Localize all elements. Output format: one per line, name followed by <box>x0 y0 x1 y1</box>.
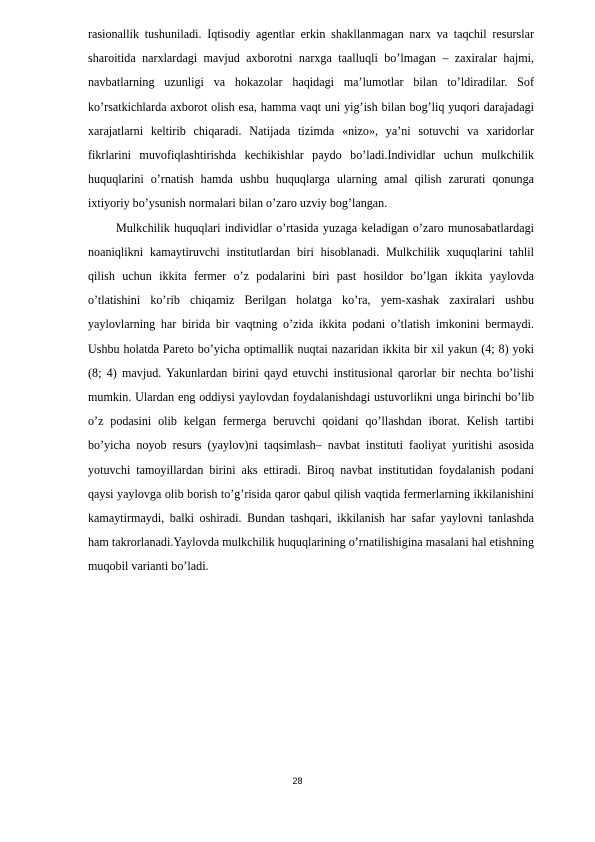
paragraph-2: Mulkchilik huquqlari individlar o’rtasida yuzaga keladigan o’zaro munosabatlardagi noaniqlikni kamaytiruvchi institutlardan biri hisoblanadi. Mulkchilik xuquqlarini tahlil qilish uchun ikkita fermer o’z podalarini biri past hosildor bo’lgan ikkita yaylovda o’tlatishini ko’rib chiqamiz Berilgan holatga ko’ra, yem-xashak zaxiralari ushbu yaylovlarning har birida bir vaqtning o’zida ikkita podani o’tlatish imkonini bermaydi. Ushbu holatda Pareto bo’yicha optimallik nuqtai nazaridan ikkita bir xil yakun (4; 8) yoki (8; 4) mavjud. Yakunlardan birini qayd etuvchi institusional qarorlar bir nechta bo’lishi mumkin. Ulardan eng oddiysi yaylovdan foydalanishdagi ustuvorlikni unga birinchi bo’lib o’z podasini olib kelgan fermerga beruvchi qoidani qo’llashdan iborat. Kelish tartibi bo’yicha noyob resurs (yaylov)ni taqsimlash– navbat instituti faoliyat yuritishi asosida yotuvchi tamoyillardan birini aks ettiradi. Biroq navbat institutidan foydalanish podani qaysi yaylovga olib borish to’g’risida qaror qabul qilish vaqtida fermerlarning ikkilanishini kamaytirmaydi, balki oshiradi. Bundan tashqari, ikkilanish har safar yaylovni tanlashda ham takrorlanadi.Yaylovda mulkchilik huquqlarining o’rnatilishigina masalani hal etishning muqobil varianti bo’ladi. <box>88 220 534 574</box>
page-number: 28 <box>292 776 303 786</box>
paragraph-1: rasionallik tushuniladi. Iqtisodiy agentlar erkin shakllanmagan narx va taqchil resurslar sharoitida narxlardagi mavjud axborotni narxga taalluqli bo’lmagan – zaxiralar hajmi, navbatlarning uzunligi va hokazolar haqidagi ma’lumotlar bilan to’ldiradilar. Sof ko’rsatkichlarda axborot olish esa, hamma vaqt uni yig’ish bilan bog’liq yuqori darajadagi xarajatlarni keltirib chiqaradi. Natijada tizimda «nizo», ya’ni sotuvchi va xaridorlar fikrlarini muvofiqlashtirishda kechikishlar paydo bo’ladi.Individlar uchun mulkchilik huquqlarini o’rnatish hamda ushbu huquqlarga ularning amal qilish zarurati qonunga ixtiyoriy bo’ysunish normalari bilan o’zaro uzviy bog’langan. <box>88 27 534 211</box>
document-body <box>88 22 534 579</box>
